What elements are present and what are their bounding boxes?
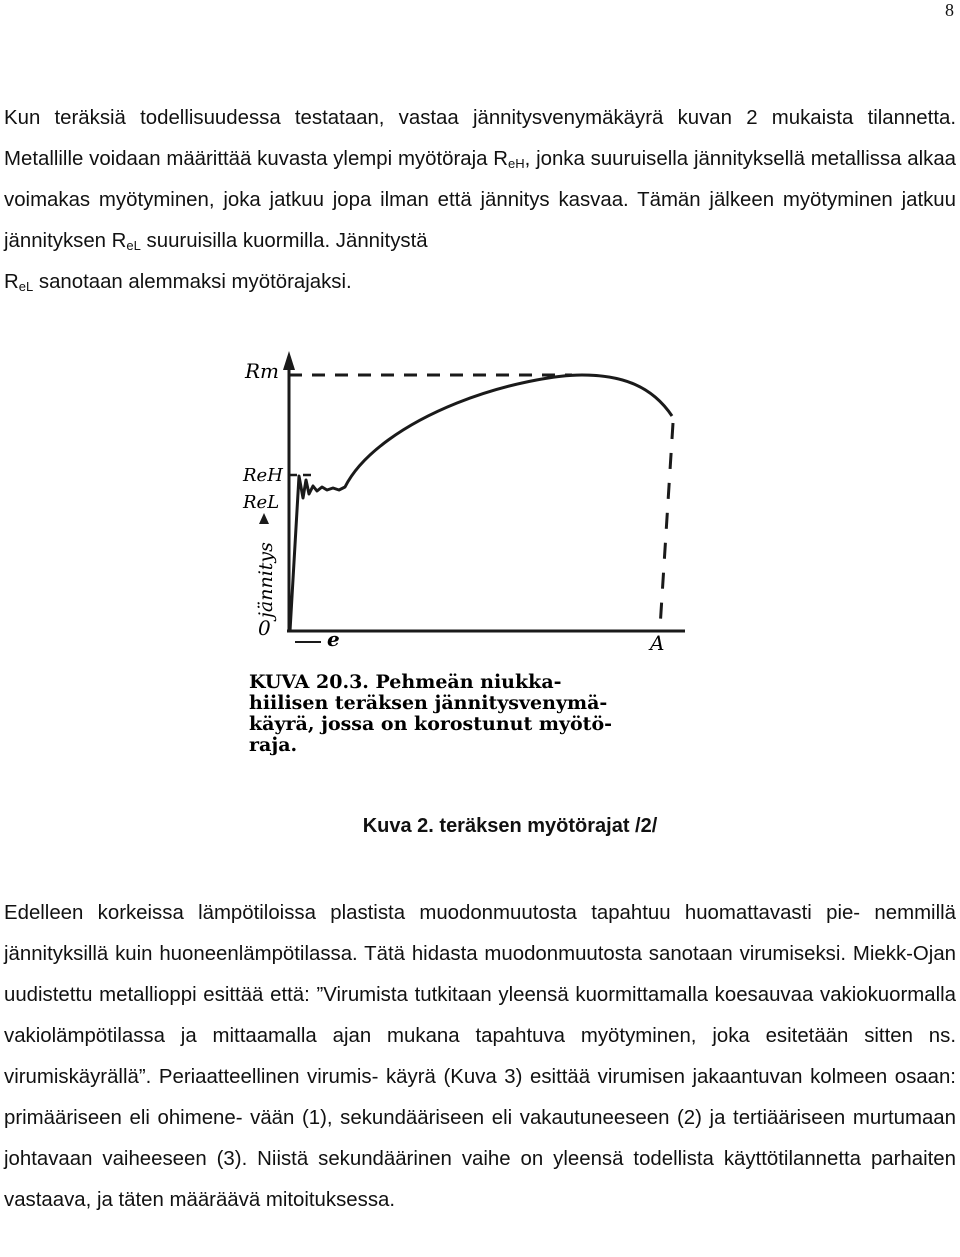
- figure-caption-line-3: käyrä, jossa on korostunut myötö-: [249, 713, 613, 735]
- para1-line-2a: tilannetta. Metallille voidaan määrittää kuvasta ylempi myötöraja R: [4, 107, 956, 170]
- para2-line-9: vastaava, ja täten määräävä mitoituksessa.: [4, 1189, 396, 1211]
- para2-line-5: tapahtuva myötyminen, joka esitetään sitten ns. virumiskäyrällä”. Periaatteellinen virumis-: [4, 1025, 956, 1088]
- stress-strain-diagram: [237, 348, 697, 768]
- y-axis-arrow-icon: [283, 351, 295, 370]
- label-reh: ReH: [243, 465, 283, 486]
- page-number: 8: [945, 0, 954, 20]
- para1-line-5a: R: [4, 271, 19, 293]
- intro-paragraph: [4, 98, 956, 303]
- stress-strain-figure: [237, 348, 697, 768]
- para1-sub-el-2: eL: [18, 279, 34, 294]
- para2-line-7: vään (1), sekundääriseen eli vakautuneeseen (2) ja tertiääriseen murtumaan johtavaan: [4, 1107, 956, 1170]
- label-stress: jännitys: [255, 542, 277, 618]
- para1-line-4a: kasvaa. Tämän jälkeen myötyminen jatkuu jännityksen R: [4, 189, 956, 252]
- para1-line-5b: sanotaan alemmaksi myötörajaksi.: [33, 271, 352, 293]
- label-rel: ReL: [243, 492, 280, 513]
- stress-arrow-icon: [259, 513, 269, 524]
- para1-sub-eh: eH: [508, 156, 525, 171]
- para2-line-4: kuormittamalla koesauvaa vakiokuormalla vakiolämpötilassa ja mittaamalla ajan mukana: [4, 984, 957, 1047]
- figure-caption-line-2: hiilisen teräksen jännitysvenymä-: [249, 692, 608, 714]
- stress-strain-curve: [290, 375, 672, 631]
- fracture-dashed-line: [660, 423, 673, 628]
- para2-line-6: käyrä (Kuva 3) esittää virumisen jakaantuvan kolmeen osaan: primääriseen eli ohimene-: [4, 1066, 956, 1129]
- label-e: e: [327, 627, 340, 651]
- para2-line-3: virumiseksi. Miekk-Ojan uudistettu metallioppi esittää että: ”Virumista tutkitaan yleensä: [4, 943, 956, 1006]
- figure-caption-line-1: KUVA 20.3. Pehmeän niukka-: [249, 671, 562, 693]
- para1-line-1: Kun teräksiä todellisuudessa testataan, vastaa jännitysvenymäkäyrä kuvan 2 mukaista: [4, 107, 854, 129]
- creep-paragraph: [4, 893, 956, 1221]
- label-rm: Rm: [245, 359, 280, 383]
- figure-caption: Kuva 2. teräksen myötörajat /2/: [362, 815, 658, 837]
- label-origin: 0: [258, 616, 271, 640]
- para1-sub-el: eL: [126, 238, 141, 253]
- para2-line-2: nemmillä jännityksillä kuin huoneenlämpötilassa. Tätä hidasta muodonmuutosta sanotaan: [4, 902, 956, 965]
- para1-line-4b: suuruisilla kuormilla. Jännitystä: [140, 230, 428, 252]
- figure-caption-line-4: raja.: [249, 734, 298, 756]
- para1-line-3: jännityksellä metallissa alkaa voimakas myötyminen, joka jatkuu jopa ilman että jännitys: [4, 148, 957, 211]
- para2-line-1: Edelleen korkeissa lämpötiloissa plastista muodonmuutosta tapahtuu huomattavasti pie-: [4, 902, 861, 924]
- para2-line-8: vaiheeseen (3). Niistä sekundäärinen vaihe on yleensä todellista käyttötilannetta parhaiten: [102, 1148, 956, 1170]
- label-a: A: [650, 631, 665, 655]
- para1-line-2b: , jonka suuruisella: [524, 148, 689, 170]
